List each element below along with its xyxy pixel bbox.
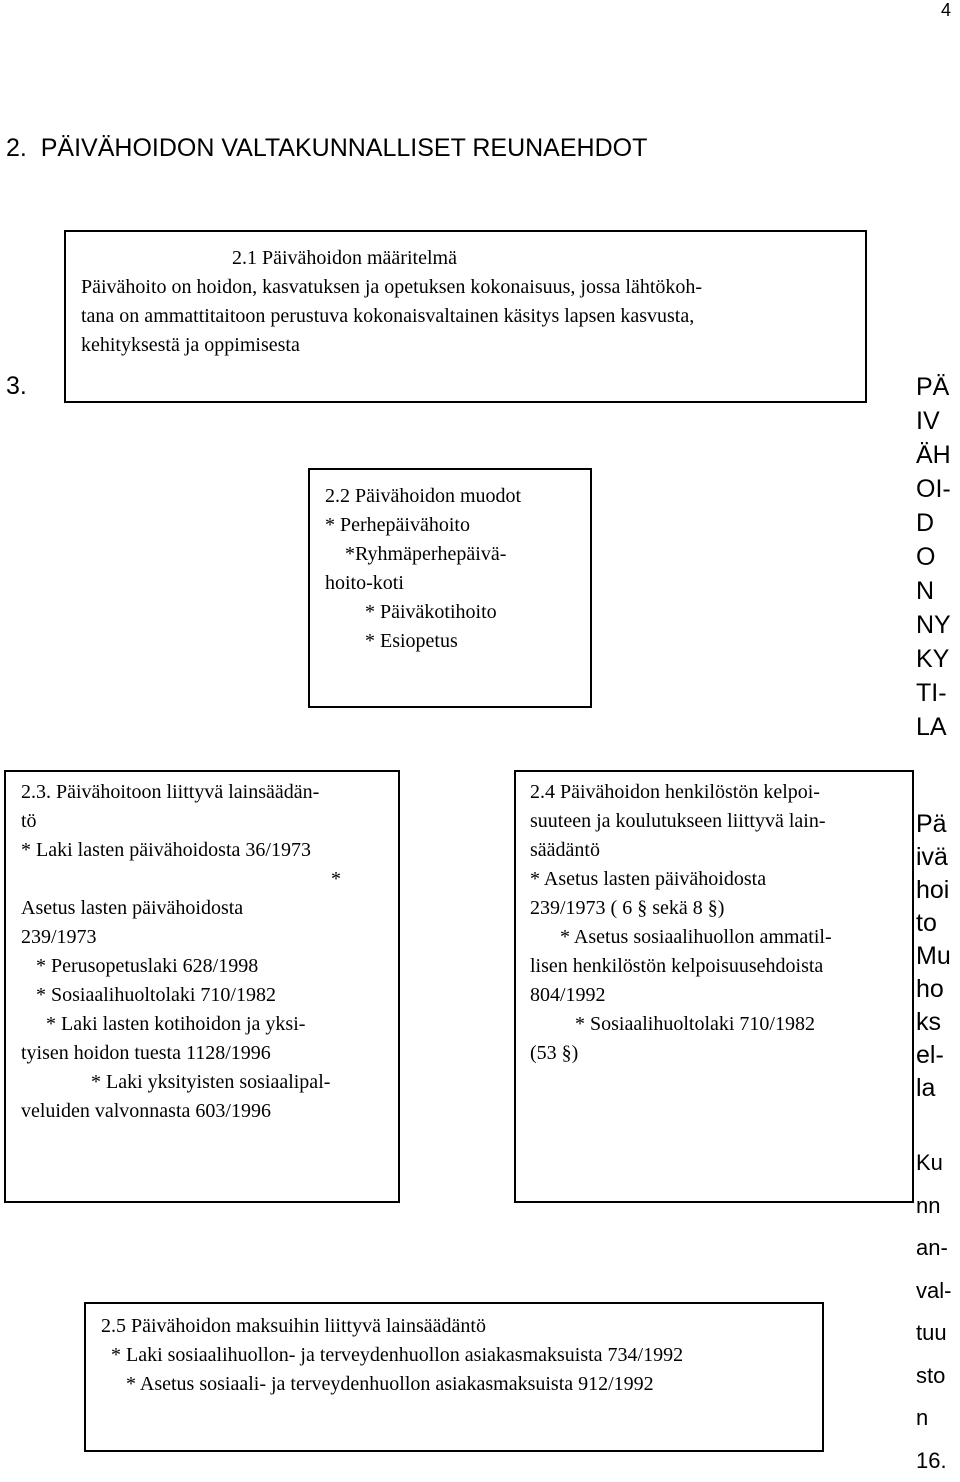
side-text-fragment: Ku (916, 1142, 960, 1185)
legislation-line: * Laki lasten päivähoidosta 36/1973 (21, 836, 393, 865)
fees-line: * Asetus sosiaali- ja terveydenhuollon asiakasmaksuista 912/1992 (101, 1370, 819, 1399)
side-text-fragment: ks (916, 1006, 960, 1039)
side-text-fragment: NY (916, 608, 960, 642)
forms-item: *Ryhmäperhepäivä- (325, 540, 585, 569)
staff-line: suuteen ja koulutukseen liittyvä lain- (530, 807, 908, 836)
staff-line: * Sosiaalihuoltolaki 710/1982 (530, 1010, 908, 1039)
side-text-fragment: D (916, 506, 960, 540)
side-text-fragment: ÄH (916, 438, 960, 472)
side-text-fragment: hoi (916, 874, 960, 907)
staff-qualification-box (514, 770, 914, 1203)
side-text-fragment: n (916, 1397, 960, 1440)
side-text-fragment: O (916, 540, 960, 574)
side-text-fragment: ivä (916, 841, 960, 874)
staff-line: * Asetus lasten päivähoidosta (530, 865, 908, 894)
staff-line: lisen henkilöstön kelpoisuusehdoista (530, 952, 908, 981)
staff-line: 804/1992 (530, 981, 908, 1010)
legislation-line: * Sosiaalihuoltolaki 710/1982 (21, 981, 393, 1010)
forms-box (308, 468, 592, 708)
forms-title: 2.2 Päivähoidon muodot (325, 482, 585, 511)
side-text-column-3 (916, 1142, 960, 1482)
legislation-line: tyisen hoidon tuesta 1128/1996 (21, 1039, 393, 1068)
definition-title: 2.1 Päivähoidon määritelmä (81, 244, 861, 273)
side-text-fragment: KY (916, 642, 960, 676)
legislation-line: 239/1973 (21, 923, 393, 952)
forms-item: * Päiväkotihoito (325, 598, 585, 627)
legislation-box (4, 770, 400, 1203)
side-text-fragment: LA (916, 710, 960, 744)
side-text-fragment: an- (916, 1227, 960, 1270)
fees-box (84, 1302, 824, 1452)
fees-line: * Laki sosiaalihuollon- ja terveydenhuollon asiakasmaksuista 734/1992 (101, 1341, 819, 1370)
legislation-line: * Perusopetuslaki 628/1998 (21, 952, 393, 981)
legislation-line: tö (21, 807, 393, 836)
section-number: 3. (6, 372, 27, 401)
side-text-fragment: ho (916, 973, 960, 1006)
forms-item: hoito-koti (325, 569, 585, 598)
legislation-title: 2.3. Päivähoitoon liittyvä lainsäädän- (21, 778, 393, 807)
forms-item: * Esiopetus (325, 627, 585, 656)
legislation-line: veluiden valvonnasta 603/1996 (21, 1097, 393, 1126)
definition-text-line: kehityksestä ja oppimisesta (81, 331, 861, 360)
staff-line: 239/1973 ( 6 § sekä 8 §) (530, 894, 908, 923)
side-text-fragment: sto (916, 1355, 960, 1398)
legislation-line: * (21, 865, 393, 894)
side-text-fragment: IV (916, 404, 960, 438)
side-text-fragment: Pä (916, 808, 960, 841)
page-title: 2. PÄIVÄHOIDON VALTAKUNNALLISET REUNAEHDOT (6, 134, 647, 163)
page-number: 4 (941, 0, 951, 21)
side-text-fragment: to (916, 907, 960, 940)
side-text-fragment: el- (916, 1039, 960, 1072)
forms-item: * Perhepäivähoito (325, 511, 585, 540)
fees-title: 2.5 Päivähoidon maksuihin liittyvä lainsäädäntö (101, 1312, 819, 1341)
side-text-fragment: PÄ (916, 370, 960, 404)
legislation-line: Asetus lasten päivähoidosta (21, 894, 393, 923)
staff-title: 2.4 Päivähoidon henkilöstön kelpoi- (530, 778, 908, 807)
legislation-line: * Laki yksityisten sosiaalipal- (21, 1068, 393, 1097)
staff-line: (53 §) (530, 1039, 908, 1068)
side-text-fragment: 16. (916, 1440, 960, 1482)
definition-text-line: Päivähoito on hoidon, kasvatuksen ja opetuksen kokonaisuus, jossa lähtökoh- (81, 273, 861, 302)
side-text-fragment: nn (916, 1185, 960, 1228)
side-text-fragment: N (916, 574, 960, 608)
side-text-column-1 (916, 370, 960, 744)
side-text-fragment: tuu (916, 1312, 960, 1355)
side-text-column-2 (916, 808, 960, 1105)
side-text-fragment: la (916, 1072, 960, 1105)
definition-text-line: tana on ammattitaitoon perustuva kokonaisvaltainen käsitys lapsen kasvusta, (81, 302, 861, 331)
staff-line: * Asetus sosiaalihuollon ammatil- (530, 923, 908, 952)
side-text-fragment: val- (916, 1270, 960, 1313)
staff-line: säädäntö (530, 836, 908, 865)
side-text-fragment: TI- (916, 676, 960, 710)
definition-box (64, 230, 867, 403)
legislation-line: * Laki lasten kotihoidon ja yksi- (21, 1010, 393, 1039)
side-text-fragment: OI- (916, 472, 960, 506)
side-text-fragment: Mu (916, 940, 960, 973)
